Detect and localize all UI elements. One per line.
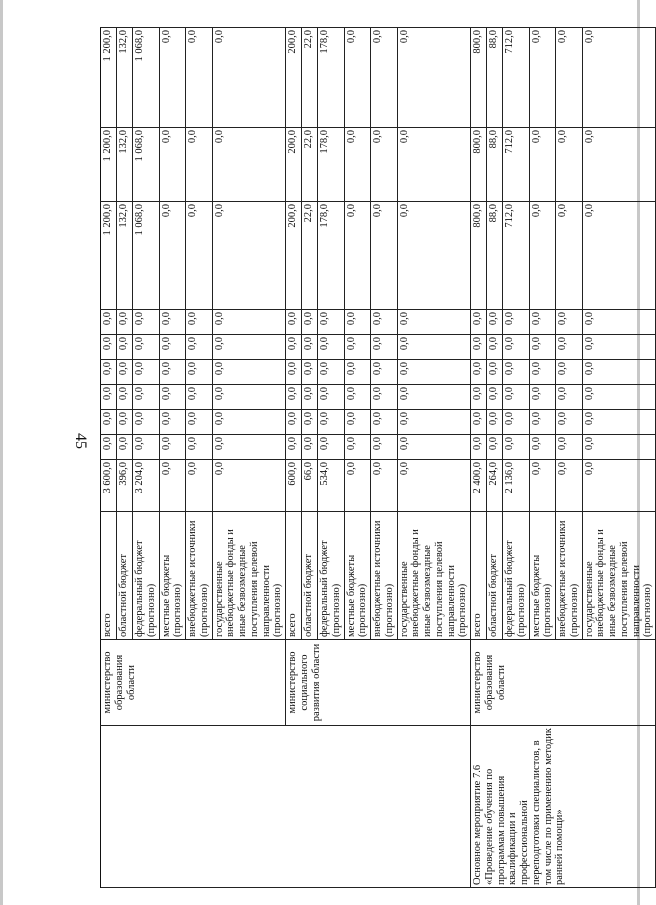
value-cell: 0,0 [471,310,487,335]
value-cell: 0,0 [556,410,583,435]
value-cell: 0,0 [582,335,656,360]
value-cell: 0,0 [186,335,213,360]
value-cell: 0,0 [302,410,318,435]
value-cell: 200,0 [286,28,302,128]
value-cell: 0,0 [556,335,583,360]
value-cell: 0,0 [117,410,133,435]
value-cell: 0,0 [186,385,213,410]
value-cell: 0,0 [487,335,503,360]
table-body [101,28,656,888]
value-cell: 0,0 [582,410,656,435]
value-cell: 0,0 [582,202,656,310]
value-cell: 0,0 [159,202,186,310]
value-cell: 0,0 [212,28,286,128]
value-cell: 22,0 [302,202,318,310]
value-cell: 0,0 [371,360,398,385]
value-cell: 0,0 [556,28,583,128]
executor-cell: министерство образования области [101,640,286,726]
value-cell: 0,0 [397,385,471,410]
value-cell: 66,0 [302,460,318,512]
value-cell: 0,0 [212,385,286,410]
funding-source-cell: федеральный бюджет (прогнозно) [503,512,530,640]
value-cell: 178,0 [318,202,345,310]
value-cell: 132,0 [117,28,133,128]
value-cell: 0,0 [529,335,556,360]
value-cell: 0,0 [556,202,583,310]
rotated-table-frame [100,28,654,888]
value-cell: 0,0 [344,410,371,435]
value-cell: 0,0 [186,128,213,202]
value-cell: 1 200,0 [101,28,117,128]
value-cell: 0,0 [582,360,656,385]
value-cell: 0,0 [159,410,186,435]
value-cell: 0,0 [529,435,556,460]
value-cell: 0,0 [159,435,186,460]
value-cell: 0,0 [503,360,530,385]
value-cell: 0,0 [397,202,471,310]
value-cell: 1 068,0 [133,28,160,128]
funding-source-cell: внебюджетные источники (прогнозно) [371,512,398,640]
value-cell: 0,0 [133,335,160,360]
value-cell: 2 400,0 [471,460,487,512]
value-cell: 0,0 [286,310,302,335]
value-cell: 88,0 [487,202,503,310]
value-cell: 0,0 [582,435,656,460]
value-cell: 0,0 [318,310,345,335]
value-cell: 600,0 [286,460,302,512]
value-cell: 0,0 [582,385,656,410]
funding-source-cell: федеральный бюджет (прогнозно) [318,512,345,640]
value-cell: 0,0 [556,128,583,202]
value-cell: 88,0 [487,128,503,202]
funding-source-cell: внебюджетные источники (прогнозно) [556,512,583,640]
value-cell: 0,0 [371,410,398,435]
value-cell: 0,0 [582,460,656,512]
value-cell: 0,0 [101,360,117,385]
value-cell: 0,0 [397,28,471,128]
value-cell: 0,0 [371,128,398,202]
value-cell: 0,0 [556,460,583,512]
value-cell: 178,0 [318,28,345,128]
value-cell: 0,0 [159,128,186,202]
value-cell: 0,0 [471,435,487,460]
value-cell: 200,0 [286,128,302,202]
value-cell: 0,0 [529,202,556,310]
funding-source-cell: областной бюджет [117,512,133,640]
value-cell: 0,0 [133,360,160,385]
value-cell: 800,0 [471,28,487,128]
page-number: 45 [72,433,89,449]
value-cell: 0,0 [344,310,371,335]
value-cell: 0,0 [117,385,133,410]
value-cell: 1 200,0 [101,128,117,202]
value-cell: 800,0 [471,202,487,310]
value-cell: 132,0 [117,202,133,310]
executor-cell: министерство социального развития области [286,640,471,726]
value-cell: 0,0 [117,360,133,385]
value-cell: 0,0 [582,128,656,202]
table-row [101,28,117,888]
value-cell: 22,0 [302,128,318,202]
value-cell: 0,0 [503,435,530,460]
value-cell: 712,0 [503,128,530,202]
value-cell: 88,0 [487,28,503,128]
value-cell: 0,0 [117,310,133,335]
value-cell: 0,0 [212,360,286,385]
scan-left-edge [0,0,3,905]
value-cell: 0,0 [159,335,186,360]
value-cell: 0,0 [397,310,471,335]
funding-source-cell: областной бюджет [487,512,503,640]
value-cell: 0,0 [371,28,398,128]
value-cell: 0,0 [302,435,318,460]
value-cell: 0,0 [371,435,398,460]
value-cell: 0,0 [487,385,503,410]
value-cell: 0,0 [186,28,213,128]
value-cell: 0,0 [529,128,556,202]
value-cell: 0,0 [397,410,471,435]
value-cell: 0,0 [344,28,371,128]
measure-cell: Основное мероприятие 7.6 «Проведение обучения по программам повышения квалификации и профессиональной переподготовки специалистов, в том числе по применению методик ранней помощи» [471,726,656,888]
value-cell: 534,0 [318,460,345,512]
value-cell: 0,0 [318,410,345,435]
value-cell: 22,0 [302,28,318,128]
value-cell: 0,0 [344,460,371,512]
value-cell: 0,0 [302,360,318,385]
value-cell: 3 600,0 [101,460,117,512]
value-cell: 0,0 [186,435,213,460]
value-cell: 0,0 [471,335,487,360]
value-cell: 200,0 [286,202,302,310]
value-cell: 1 068,0 [133,202,160,310]
value-cell: 0,0 [159,310,186,335]
funding-source-cell: всего [286,512,302,640]
value-cell: 0,0 [212,202,286,310]
funding-source-cell: государственные внебюджетные фонды и иные безвозмездные поступления целевой направленности (прогнозно) [212,512,286,640]
value-cell: 0,0 [186,202,213,310]
funding-source-cell: областной бюджет [302,512,318,640]
value-cell: 712,0 [503,202,530,310]
value-cell: 0,0 [133,385,160,410]
value-cell: 178,0 [318,128,345,202]
funding-source-cell: местные бюджеты (прогнозно) [529,512,556,640]
value-cell: 396,0 [117,460,133,512]
value-cell: 0,0 [371,335,398,360]
value-cell: 0,0 [397,128,471,202]
value-cell: 0,0 [186,360,213,385]
value-cell: 0,0 [371,385,398,410]
funding-source-cell: государственные внебюджетные фонды и иные безвозмездные поступления целевой направленности (прогнозно) [397,512,471,640]
value-cell: 0,0 [286,360,302,385]
value-cell: 1 068,0 [133,128,160,202]
value-cell: 0,0 [529,310,556,335]
table-row [471,28,487,888]
measure-cell [101,726,471,888]
value-cell: 0,0 [471,360,487,385]
value-cell: 0,0 [286,410,302,435]
value-cell: 0,0 [186,460,213,512]
value-cell: 0,0 [556,435,583,460]
value-cell: 0,0 [397,335,471,360]
value-cell: 0,0 [556,310,583,335]
value-cell: 0,0 [159,28,186,128]
funding-source-cell: местные бюджеты (прогнозно) [159,512,186,640]
funding-source-cell: местные бюджеты (прогнозно) [344,512,371,640]
value-cell: 0,0 [503,310,530,335]
value-cell: 0,0 [133,310,160,335]
value-cell: 0,0 [397,435,471,460]
value-cell: 0,0 [318,335,345,360]
value-cell: 0,0 [318,385,345,410]
value-cell: 0,0 [371,202,398,310]
value-cell: 0,0 [582,310,656,335]
funding-source-cell: всего [101,512,117,640]
value-cell: 0,0 [101,410,117,435]
value-cell: 0,0 [159,385,186,410]
value-cell: 0,0 [101,385,117,410]
value-cell: 0,0 [471,410,487,435]
value-cell: 0,0 [529,28,556,128]
value-cell: 0,0 [556,360,583,385]
value-cell: 0,0 [101,310,117,335]
value-cell: 0,0 [344,128,371,202]
executor-cell: министерство образования области [471,640,656,726]
value-cell: 800,0 [471,128,487,202]
value-cell: 0,0 [503,385,530,410]
value-cell: 712,0 [503,28,530,128]
value-cell: 0,0 [212,128,286,202]
funding-source-cell: государственные внебюджетные фонды и иные безвозмездные поступления целевой направленности (прогнозно) [582,512,656,640]
value-cell: 0,0 [101,435,117,460]
value-cell: 0,0 [133,410,160,435]
value-cell: 0,0 [186,410,213,435]
value-cell: 2 136,0 [503,460,530,512]
value-cell: 0,0 [487,310,503,335]
value-cell: 0,0 [344,360,371,385]
value-cell: 0,0 [212,410,286,435]
value-cell: 0,0 [556,385,583,410]
value-cell: 0,0 [529,460,556,512]
value-cell: 0,0 [286,335,302,360]
value-cell: 132,0 [117,128,133,202]
value-cell: 264,0 [487,460,503,512]
value-cell: 0,0 [397,460,471,512]
value-cell: 0,0 [529,360,556,385]
value-cell: 0,0 [286,435,302,460]
value-cell: 0,0 [529,385,556,410]
funding-source-cell: внебюджетные источники (прогнозно) [186,512,213,640]
value-cell: 0,0 [302,335,318,360]
value-cell: 0,0 [371,460,398,512]
value-cell: 0,0 [212,335,286,360]
value-cell: 0,0 [302,310,318,335]
value-cell: 3 204,0 [133,460,160,512]
value-cell: 1 200,0 [101,202,117,310]
value-cell: 0,0 [318,435,345,460]
value-cell: 0,0 [397,360,471,385]
value-cell: 0,0 [101,335,117,360]
value-cell: 0,0 [471,385,487,410]
value-cell: 0,0 [117,435,133,460]
value-cell: 0,0 [186,310,213,335]
value-cell: 0,0 [503,410,530,435]
value-cell: 0,0 [371,310,398,335]
value-cell: 0,0 [212,460,286,512]
value-cell: 0,0 [212,310,286,335]
value-cell: 0,0 [487,410,503,435]
value-cell: 0,0 [302,385,318,410]
value-cell: 0,0 [159,460,186,512]
value-cell: 0,0 [212,435,286,460]
value-cell: 0,0 [503,335,530,360]
value-cell: 0,0 [286,385,302,410]
value-cell: 0,0 [529,410,556,435]
value-cell: 0,0 [344,435,371,460]
value-cell: 0,0 [133,435,160,460]
value-cell: 0,0 [344,385,371,410]
funding-source-cell: федеральный бюджет (прогнозно) [133,512,160,640]
value-cell: 0,0 [318,360,345,385]
value-cell: 0,0 [487,435,503,460]
funding-source-cell: всего [471,512,487,640]
value-cell: 0,0 [117,335,133,360]
value-cell: 0,0 [159,360,186,385]
funding-table [100,27,656,888]
value-cell: 0,0 [487,360,503,385]
value-cell: 0,0 [582,28,656,128]
value-cell: 0,0 [344,335,371,360]
value-cell: 0,0 [344,202,371,310]
